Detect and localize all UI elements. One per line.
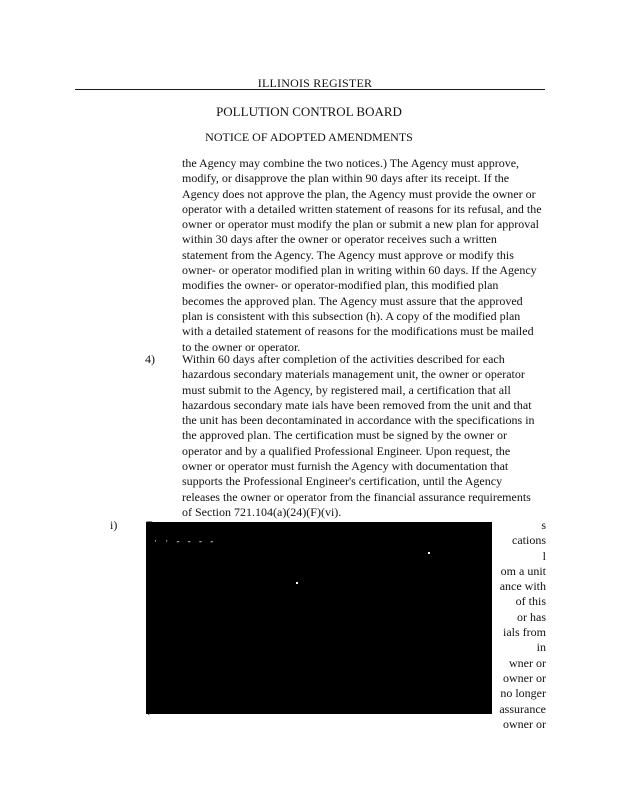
redaction-noise: · · - - - - — [154, 536, 217, 546]
text-line: to the owner or operator. — [182, 339, 301, 354]
text-line: modifies the owner- or operator-modified plan, this modified plan — [182, 278, 499, 293]
text-line: owner or operator must furnish the Agency with documentation that — [182, 459, 509, 474]
text-line: Agency does not approve the plan, the Agency must provide the owner or — [182, 186, 536, 201]
continued-paragraph — [182, 156, 552, 355]
redaction-speck — [296, 582, 298, 584]
text-line: with a detailed statement of reasons for the modifications must be mailed — [182, 324, 534, 339]
text-line: modify, or disapprove the plan within 90 days after its receipt. If the — [182, 171, 510, 186]
text-line: the approved plan. The certification must be signed by the owner or — [182, 428, 508, 443]
text-line: Within 60 days after completion of the activities described for each — [182, 352, 505, 366]
text-line: supports the Professional Engineer's certification, until the Agency — [182, 474, 503, 489]
text-line-end: l — [542, 548, 546, 563]
text-line-end: om a unit — [500, 563, 546, 578]
text-line: must submit to the Agency, by registered mail, a certification that all — [182, 382, 511, 397]
text-line-end: assurance — [499, 701, 546, 716]
text-line: operator with a detailed written statement of reasons for its refusal, and the — [182, 201, 542, 216]
text-line: owner or operator must modify the plan or submit a new plan for approval — [182, 217, 539, 232]
redaction-block — [146, 522, 492, 714]
text-line: hazardous secondary mate ials have been removed from the unit and that — [182, 397, 532, 412]
text-line-end: owner or — [503, 716, 546, 731]
text-line: of Section 721.104(a)(24)(F)(vi). — [182, 504, 342, 519]
item-4-number: 4) — [145, 352, 155, 366]
text-line-end: s — [541, 518, 546, 532]
text-line-end: or has — [517, 609, 546, 624]
text-line-end: in — [536, 640, 546, 655]
text-line-end: wner or — [509, 655, 546, 670]
text-line-end: of this — [515, 594, 546, 609]
text-line: releases the owner or operator from the financial assurance requirements — [182, 489, 531, 504]
text-line: becomes the approved plan. The Agency must assure that the approved — [182, 293, 523, 308]
item-i-number: i) — [110, 518, 118, 532]
text-line: plan is consistent with this subsection (h). A copy of the modified plan — [182, 308, 521, 323]
text-line-end: no longer — [500, 686, 546, 701]
notice-title: NOTICE OF ADOPTED AMENDMENTS — [205, 130, 413, 144]
text-line-end: ance with — [499, 579, 546, 594]
text-line: owner- or operator modified plan in writing within 60 days. If the Agency — [182, 263, 537, 278]
register-title: ILLINOIS REGISTER — [257, 76, 373, 90]
text-line-end: cations — [512, 533, 546, 548]
board-title: POLLUTION CONTROL BOARD — [216, 104, 402, 119]
item-4-paragraph — [182, 352, 552, 520]
text-line: hazardous secondary materials management unit, the owner or operator — [182, 367, 525, 382]
text-line: within 30 days after the owner or operator receives such a written — [182, 232, 497, 247]
text-line-end: owner or — [503, 670, 546, 685]
text-line: the Agency may combine the two notices.) The Agency must approve, — [182, 156, 520, 170]
text-line-end: ials from — [503, 625, 546, 640]
redaction-speck — [428, 552, 430, 554]
text-line: statement from the Agency. The Agency must approve or modify this — [182, 247, 514, 262]
text-line: operator and by a qualified Professional Engineer. Upon request, the — [182, 443, 511, 458]
text-line: the unit has been decontaminated in accordance with the specifications in — [182, 413, 535, 428]
header-rule — [75, 89, 545, 90]
